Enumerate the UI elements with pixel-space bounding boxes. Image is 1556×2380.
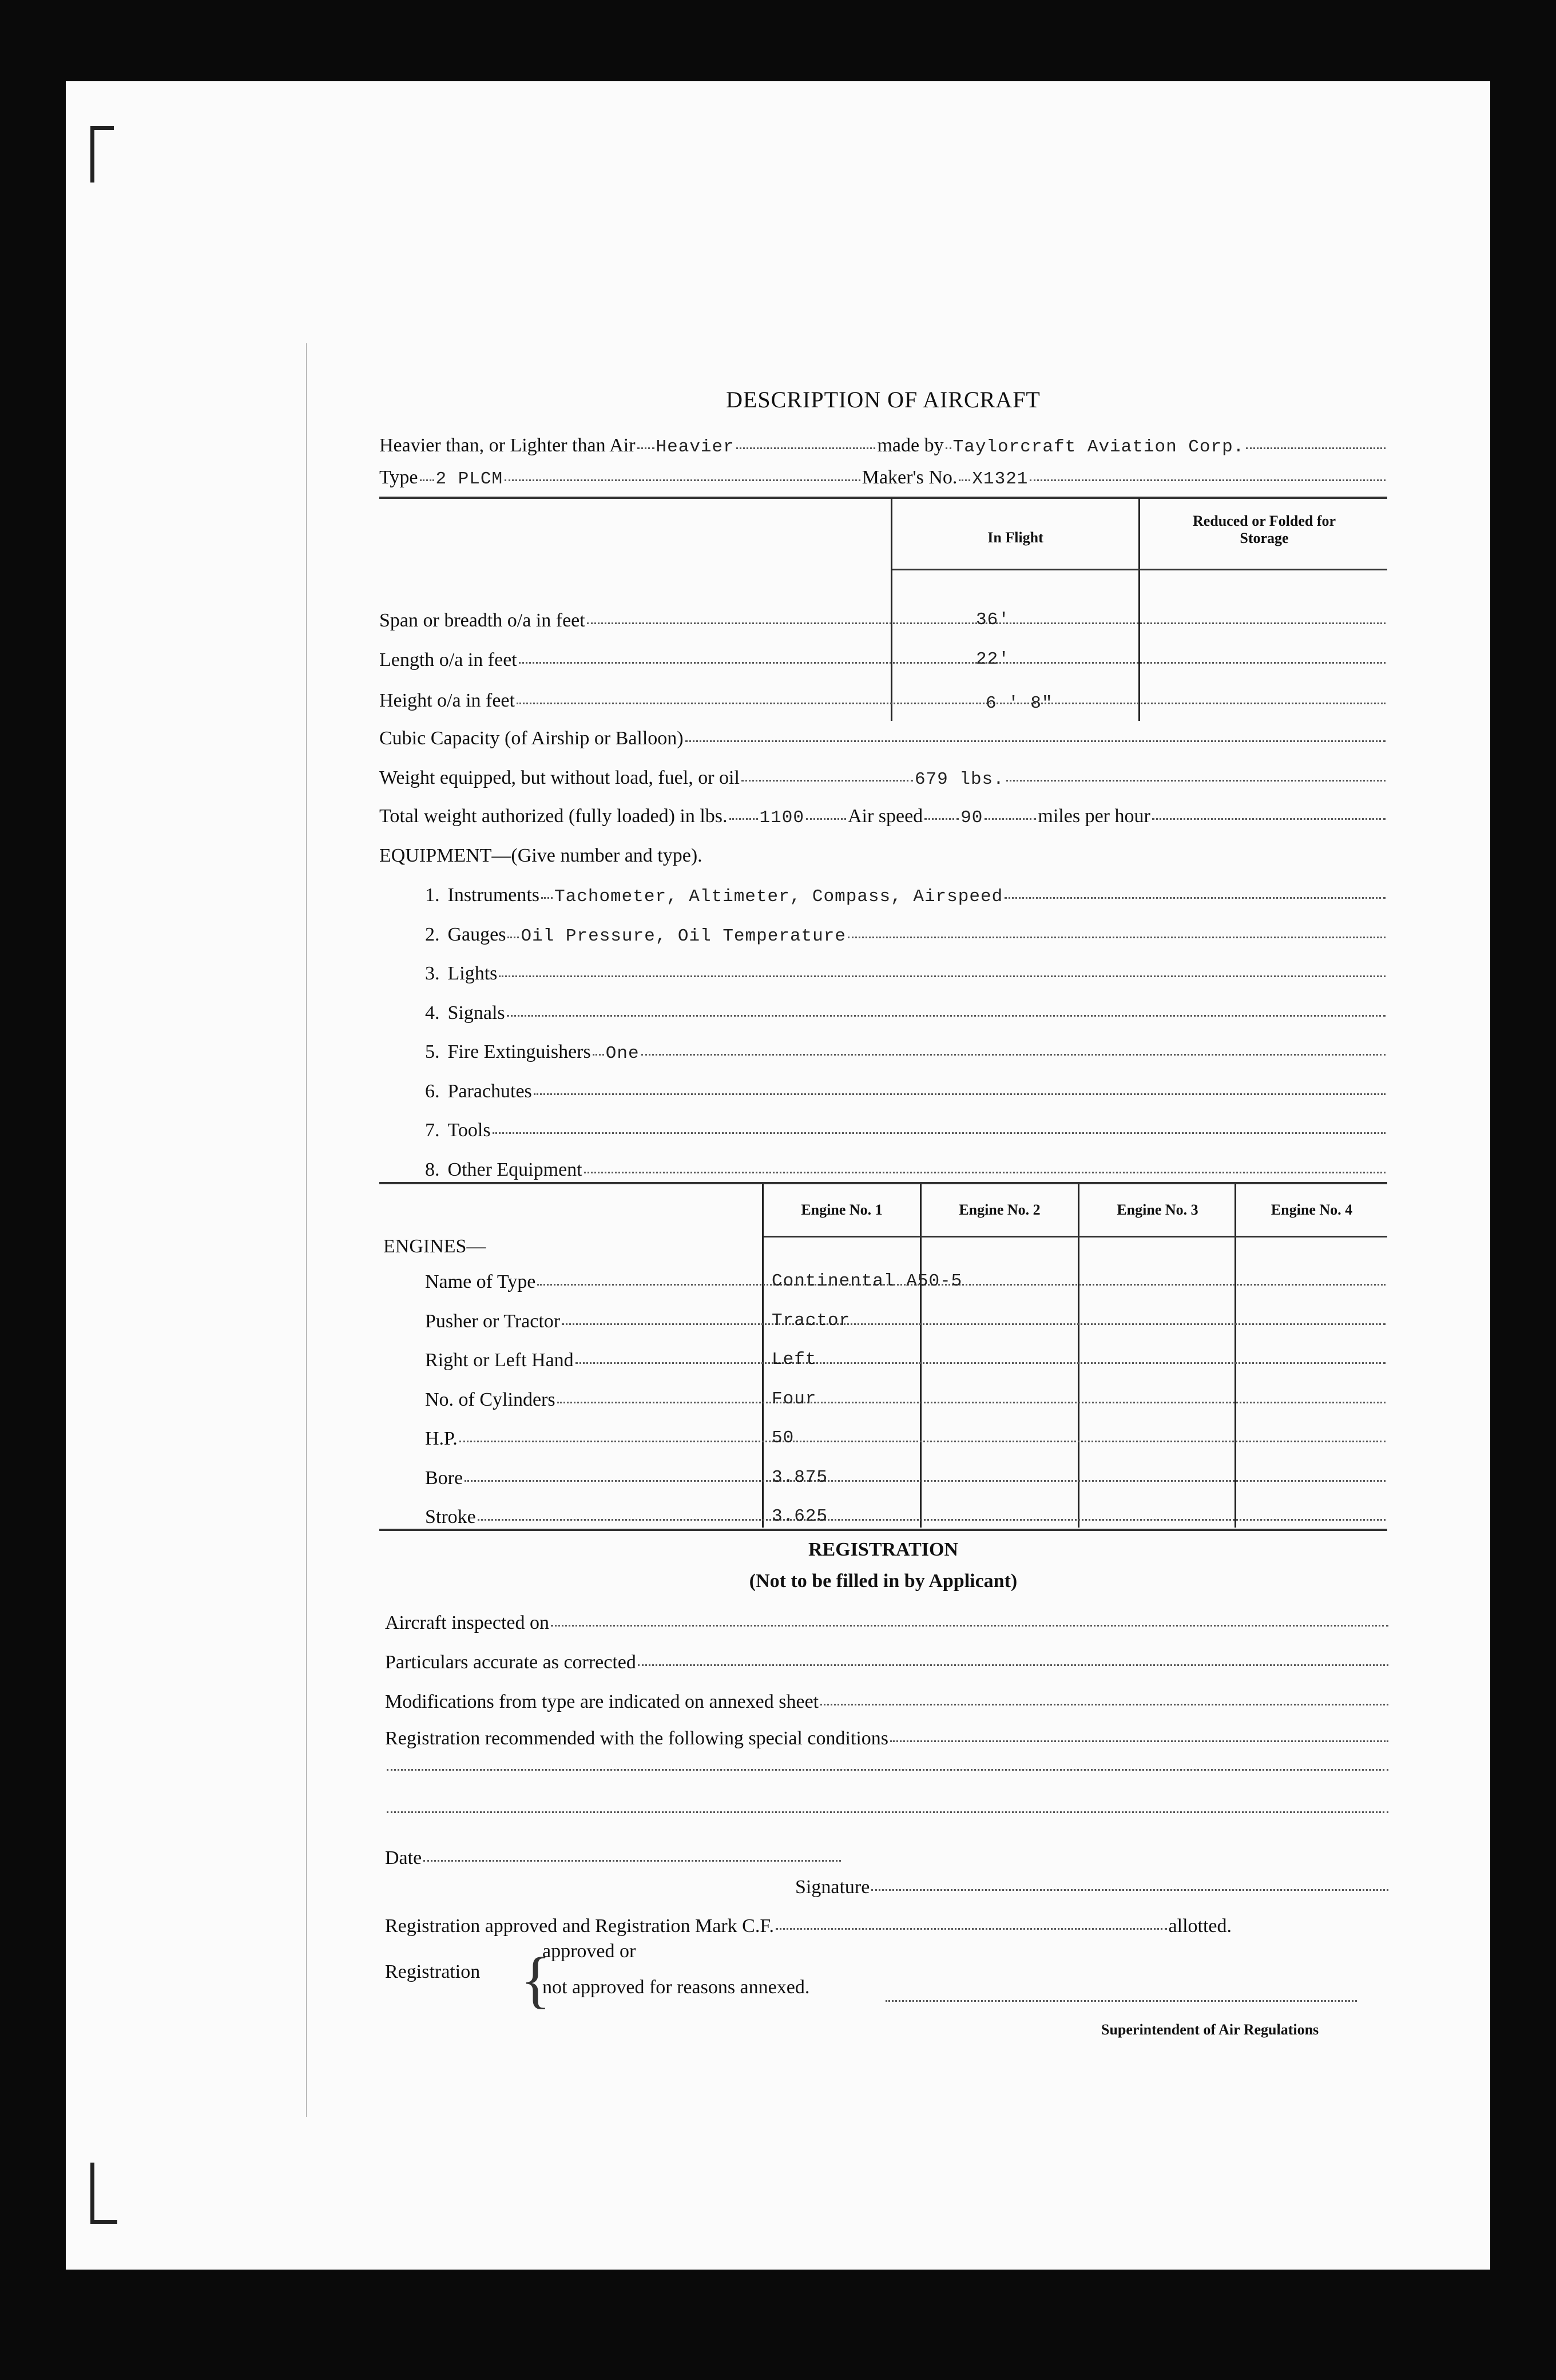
engine-row	[425, 1311, 1387, 1332]
item-number: 1.	[425, 884, 440, 906]
equipment-item	[425, 884, 1387, 907]
divider	[379, 497, 1387, 499]
engine-1-value: 3.625	[772, 1506, 828, 1526]
heavier-value: Heavier	[656, 437, 735, 457]
equipment-heading: EQUIPMENT—(Give number and type).	[379, 845, 702, 866]
page-edge-line	[306, 343, 307, 2117]
dim-row-length: Length o/a in feet 22'	[379, 649, 1387, 671]
item-label: Tools	[447, 1120, 491, 1141]
engine-1-value: 50	[772, 1428, 795, 1448]
total-weight-row: Total weight authorized (fully loaded) in lbs. 1100 Air speed 90 miles per hour	[379, 806, 1387, 828]
col-in-flight: In Flight	[987, 529, 1043, 546]
engine-row-label: No. of Cylinders	[425, 1389, 555, 1410]
item-label: Fire Extinguishers	[447, 1041, 591, 1062]
engine-1-value: Four	[772, 1389, 817, 1409]
engine-1-value: Continental A50-5	[772, 1271, 963, 1291]
registration-subheading: (Not to be filled in by Applicant)	[749, 1570, 1018, 1592]
col-engine-1: Engine No. 1	[801, 1201, 883, 1218]
col-engine-2: Engine No. 2	[959, 1201, 1041, 1218]
engines-heading: ENGINES—	[383, 1236, 486, 1257]
col-engine-3: Engine No. 3	[1117, 1201, 1198, 1218]
engine-1-value: Tractor	[772, 1310, 851, 1331]
column-line	[1138, 498, 1140, 721]
item-value: Oil Pressure, Oil Temperature	[521, 926, 846, 946]
registration-heading: REGISTRATION	[808, 1539, 958, 1560]
engine-row	[425, 1271, 1387, 1293]
engine-row-label: Bore	[425, 1467, 463, 1489]
item-number: 8.	[425, 1159, 440, 1180]
recommended-row: Registration recommended with the following special conditions	[385, 1728, 1390, 1750]
maker-value: Taylorcraft Aviation Corp.	[952, 437, 1245, 457]
page-title: DESCRIPTION OF AIRCRAFT	[726, 387, 1041, 412]
engine-1-value: Left	[772, 1350, 817, 1370]
dim-row-height: Height o/a in feet 6 ' 8"	[379, 690, 1387, 712]
engine-row-label: Stroke	[425, 1506, 476, 1528]
engine-row	[425, 1350, 1387, 1371]
superintendent-line	[884, 2002, 1359, 2004]
item-number: 5.	[425, 1041, 440, 1062]
equipment-item	[425, 1002, 1387, 1024]
engine-row-label: Pusher or Tractor	[425, 1310, 561, 1332]
makers-no-value: X1321	[972, 469, 1029, 489]
modifications-row: Modifications from type are indicated on annexed sheet	[385, 1691, 1390, 1713]
conditions-line	[385, 1771, 1390, 1773]
superintendent-label: Superintendent of Air Regulations	[1101, 2021, 1319, 2038]
crop-mark-bottom-left	[90, 2163, 117, 2224]
engine-1-value: 3.875	[772, 1467, 828, 1488]
divider	[379, 1529, 1387, 1531]
col-reduced: Reduced or Folded for Storage	[1192, 513, 1336, 546]
item-number: 2.	[425, 923, 440, 945]
not-approved: not approved for reasons annexed.	[542, 1977, 810, 1998]
item-value: One	[605, 1044, 640, 1064]
brace: {	[521, 1945, 551, 2014]
item-number: 6.	[425, 1080, 440, 1102]
registration-label: Registration	[385, 1961, 481, 1982]
signature-row: Signature	[795, 1877, 1390, 1898]
engine-row	[425, 1467, 1387, 1489]
approved-mark-row: Registration approved and Registration Mark C.F. allotted.	[385, 1915, 1232, 1937]
equipment-item	[425, 1120, 1387, 1141]
engine-row	[425, 1506, 1387, 1528]
item-value: Tachometer, Altimeter, Compass, Airspeed	[554, 887, 1003, 907]
heavier-row: Heavier than, or Lighter than Air Heavier made by Taylorcraft Aviation Corp.	[379, 435, 1387, 457]
type-value: 2 PLCM	[435, 469, 503, 489]
item-number: 7.	[425, 1120, 440, 1141]
divider	[764, 1236, 1387, 1237]
engine-row-label: Right or Left Hand	[425, 1350, 574, 1371]
equipment-item	[425, 924, 1387, 946]
item-number: 3.	[425, 963, 440, 984]
dim-row-span: Span or breadth o/a in feet 36'	[379, 610, 1387, 632]
item-label: Other Equipment	[447, 1159, 582, 1180]
conditions-line	[385, 1814, 1390, 1815]
type-row: Type 2 PLCM Maker's No. X1321	[379, 467, 1387, 489]
weight-value: 679 lbs.	[914, 769, 1005, 790]
approved-or: approved or	[542, 1941, 636, 1962]
item-label: Gauges	[447, 923, 506, 945]
engine-row	[425, 1389, 1387, 1411]
particulars-row: Particulars accurate as corrected	[385, 1652, 1390, 1673]
item-label: Parachutes	[447, 1080, 532, 1102]
engine-row	[425, 1428, 1387, 1450]
weight-row: Weight equipped, but without load, fuel, or oil 679 lbs.	[379, 767, 1387, 790]
engine-row-label: H.P.	[425, 1428, 458, 1449]
col-engine-4: Engine No. 4	[1271, 1201, 1353, 1218]
inspected-row: Aircraft inspected on	[385, 1612, 1390, 1634]
item-number: 4.	[425, 1002, 440, 1024]
item-label: Instruments	[447, 884, 540, 906]
divider	[892, 569, 1387, 570]
engine-row-label: Name of Type	[425, 1271, 536, 1292]
equipment-item	[425, 1041, 1387, 1064]
equipment-item	[425, 1159, 1387, 1181]
cubic-row: Cubic Capacity (of Airship or Balloon)	[379, 728, 1387, 749]
item-label: Lights	[447, 963, 498, 984]
equipment-item	[425, 963, 1387, 985]
equipment-item	[425, 1081, 1387, 1102]
item-label: Signals	[447, 1002, 505, 1024]
date-row: Date	[385, 1847, 843, 1869]
crop-mark-top-left	[90, 126, 114, 183]
